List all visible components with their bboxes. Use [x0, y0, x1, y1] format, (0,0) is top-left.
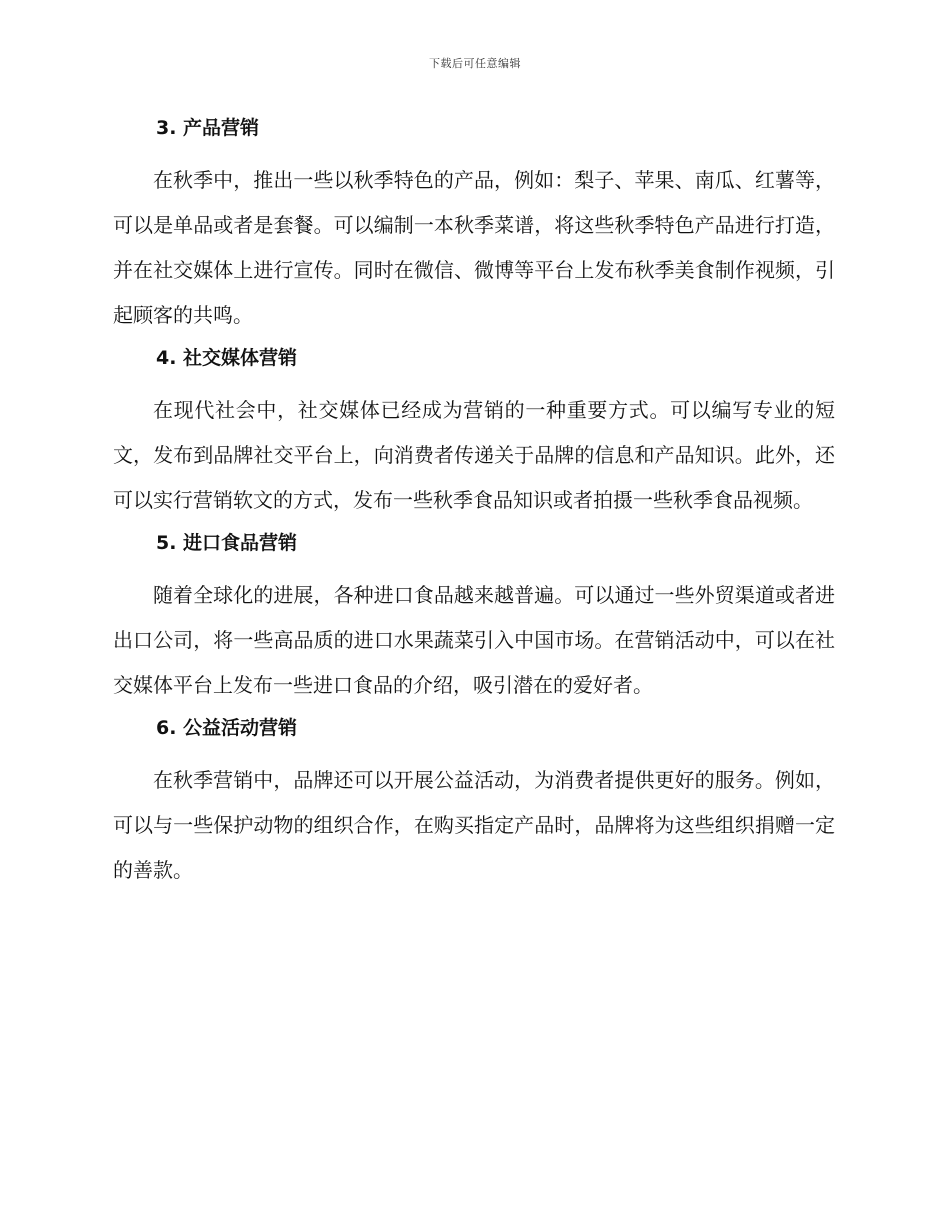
section-imported-food-marketing [113, 527, 835, 708]
section-heading: 5. 进口食品营销 [156, 532, 298, 554]
page-header: 下载后可任意编辑 [429, 57, 521, 70]
document-body [113, 112, 835, 897]
section-product-marketing [113, 112, 835, 338]
section-heading: 4. 社交媒体营销 [156, 347, 298, 369]
section-paragraph: 在秋季营销中，品牌还可以开展公益活动，为消费者提供更好的服务。例如，可以与一些保护动物的组织合作，在购买指定产品时，品牌将为这些组织捐赠一定的善款。 [113, 768, 835, 882]
section-social-media-marketing [113, 342, 835, 523]
section-paragraph: 在现代社会中，社交媒体已经成为营销的一种重要方式。可以编写专业的短文，发布到品牌社交平台上，向消费者传递关于品牌的信息和产品知识。此外，还可以实行营销软文的方式，发布一些秋季食品知识或者拍摄一些秋季食品视频。 [113, 398, 835, 512]
section-heading: 3. 产品营销 [156, 117, 260, 139]
section-paragraph: 在秋季中，推出一些以秋季特色的产品，例如：梨子、苹果、南瓜、红薯等，可以是单品或者是套餐。可以编制一本秋季菜谱，将这些秋季特色产品进行打造，并在社交媒体上进行宣传。同时在微信、微博等平台上发布秋季美食制作视频，引起顾客的共鸣。 [113, 168, 835, 327]
section-charity-marketing [113, 712, 835, 893]
section-paragraph: 随着全球化的进展，各种进口食品越来越普遍。可以通过一些外贸渠道或者进出口公司，将一些高品质的进口水果蔬菜引入中国市场。在营销活动中，可以在社交媒体平台上发布一些进口食品的介绍，吸引潜在的爱好者。 [113, 583, 835, 697]
section-heading: 6. 公益活动营销 [156, 717, 298, 739]
